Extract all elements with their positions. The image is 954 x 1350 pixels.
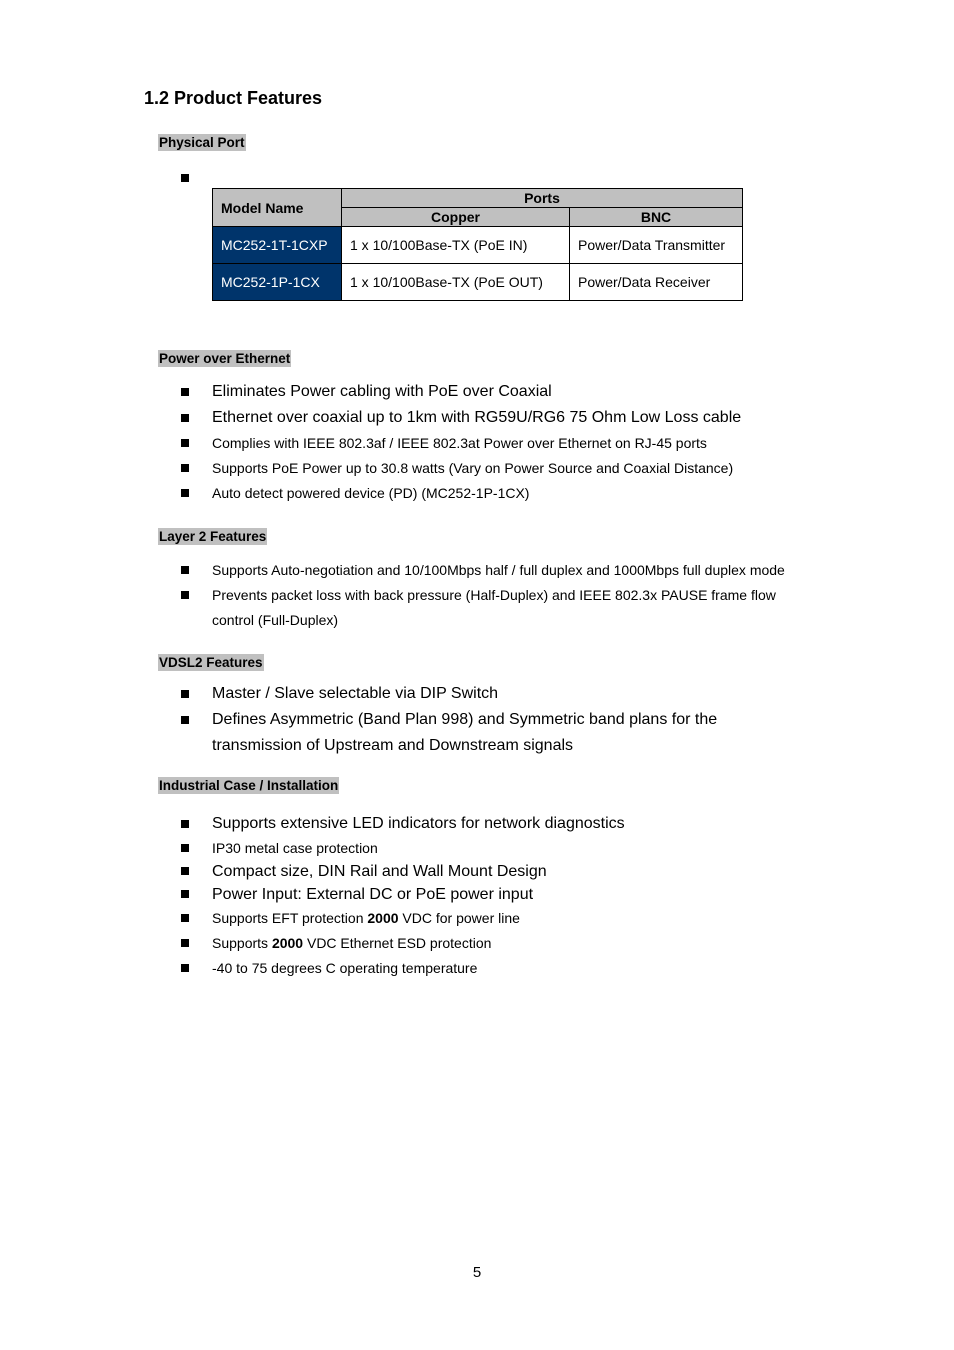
bullet-square-icon bbox=[181, 388, 189, 396]
list-item: Defines Asymmetric (Band Plan 998) and Symmetric band plans for the transmission of Upstream and Downstream signals bbox=[181, 707, 757, 759]
cell-model: MC252-1T-1CXP bbox=[213, 227, 342, 264]
list-item: Prevents packet loss with back pressure (Half-Duplex) and IEEE 802.3x PAUSE frame flow control (Full-Duplex) bbox=[181, 583, 792, 633]
bullet-square-icon bbox=[181, 414, 189, 422]
list-item: Eliminates Power cabling with PoE over Coaxial bbox=[181, 379, 821, 405]
section-heading-layer2: Layer 2 Features bbox=[159, 529, 267, 544]
bullet-square-icon bbox=[181, 566, 189, 574]
ports-table bbox=[212, 188, 743, 301]
list-item: Supports 2000 VDC Ethernet ESD protection bbox=[181, 931, 821, 956]
bullet-square-icon bbox=[181, 939, 189, 947]
list-item: Ethernet over coaxial up to 1km with RG59U/RG6 75 Ohm Low Loss cable bbox=[181, 405, 821, 431]
table-row bbox=[213, 264, 743, 301]
header-ports: Ports bbox=[342, 189, 743, 208]
list-item: Supports extensive LED indicators for network diagnostics bbox=[181, 811, 821, 837]
page-title: 1.2 Product Features bbox=[144, 88, 323, 108]
list-item: Compact size, DIN Rail and Wall Mount Design bbox=[181, 860, 821, 883]
section-heading-industrial: Industrial Case / Installation bbox=[159, 778, 339, 793]
list-item: Supports PoE Power up to 30.8 watts (Vary on Power Source and Coaxial Distance) bbox=[181, 456, 821, 481]
bullet-square-icon bbox=[181, 890, 189, 898]
bullet-square-icon bbox=[181, 174, 189, 182]
cell-bnc: Power/Data Receiver bbox=[570, 264, 743, 301]
table-row bbox=[213, 227, 743, 264]
list-item: Supports EFT protection 2000 VDC for power line bbox=[181, 906, 821, 931]
vdsl2-feature-list bbox=[181, 681, 821, 759]
header-copper: Copper bbox=[342, 208, 570, 227]
bullet-square-icon bbox=[181, 867, 189, 875]
poe-feature-list bbox=[181, 379, 821, 506]
section-heading-vdsl2: VDSL2 Features bbox=[159, 655, 263, 670]
section-heading-physical-port: Physical Port bbox=[159, 135, 245, 150]
cell-copper: 1 x 10/100Base-TX (PoE IN) bbox=[342, 227, 570, 264]
bullet-square-icon bbox=[181, 844, 189, 852]
bullet-square-icon bbox=[181, 820, 189, 828]
list-item: Auto detect powered device (PD) (MC252-1P-1CX) bbox=[181, 481, 821, 506]
bullet-square-icon bbox=[181, 716, 189, 724]
list-item: Power Input: External DC or PoE power input bbox=[181, 883, 821, 906]
page-number: 5 bbox=[472, 1264, 482, 1281]
cell-copper: 1 x 10/100Base-TX (PoE OUT) bbox=[342, 264, 570, 301]
header-bnc: BNC bbox=[570, 208, 743, 227]
bullet-square-icon bbox=[181, 489, 189, 497]
list-item: IP30 metal case protection bbox=[181, 837, 821, 860]
cell-model: MC252-1P-1CX bbox=[213, 264, 342, 301]
bullet-square-icon bbox=[181, 964, 189, 972]
bullet-square-icon bbox=[181, 591, 189, 599]
bullet-square-icon bbox=[181, 464, 189, 472]
section-heading-poe: Power over Ethernet bbox=[159, 351, 291, 366]
list-item: -40 to 75 degrees C operating temperature bbox=[181, 956, 821, 981]
layer2-feature-list bbox=[181, 558, 821, 633]
cell-bnc: Power/Data Transmitter bbox=[570, 227, 743, 264]
bullet-square-icon bbox=[181, 690, 189, 698]
list-item: Complies with IEEE 802.3af / IEEE 802.3at Power over Ethernet on RJ-45 ports bbox=[181, 431, 821, 456]
header-model-name: Model Name bbox=[213, 189, 342, 227]
industrial-feature-list bbox=[181, 811, 821, 981]
bullet-square-icon bbox=[181, 914, 189, 922]
list-item: Supports Auto-negotiation and 10/100Mbps half / full duplex and 1000Mbps full duplex mode bbox=[181, 558, 821, 583]
list-item: Master / Slave selectable via DIP Switch bbox=[181, 681, 821, 707]
bullet-square-icon bbox=[181, 439, 189, 447]
